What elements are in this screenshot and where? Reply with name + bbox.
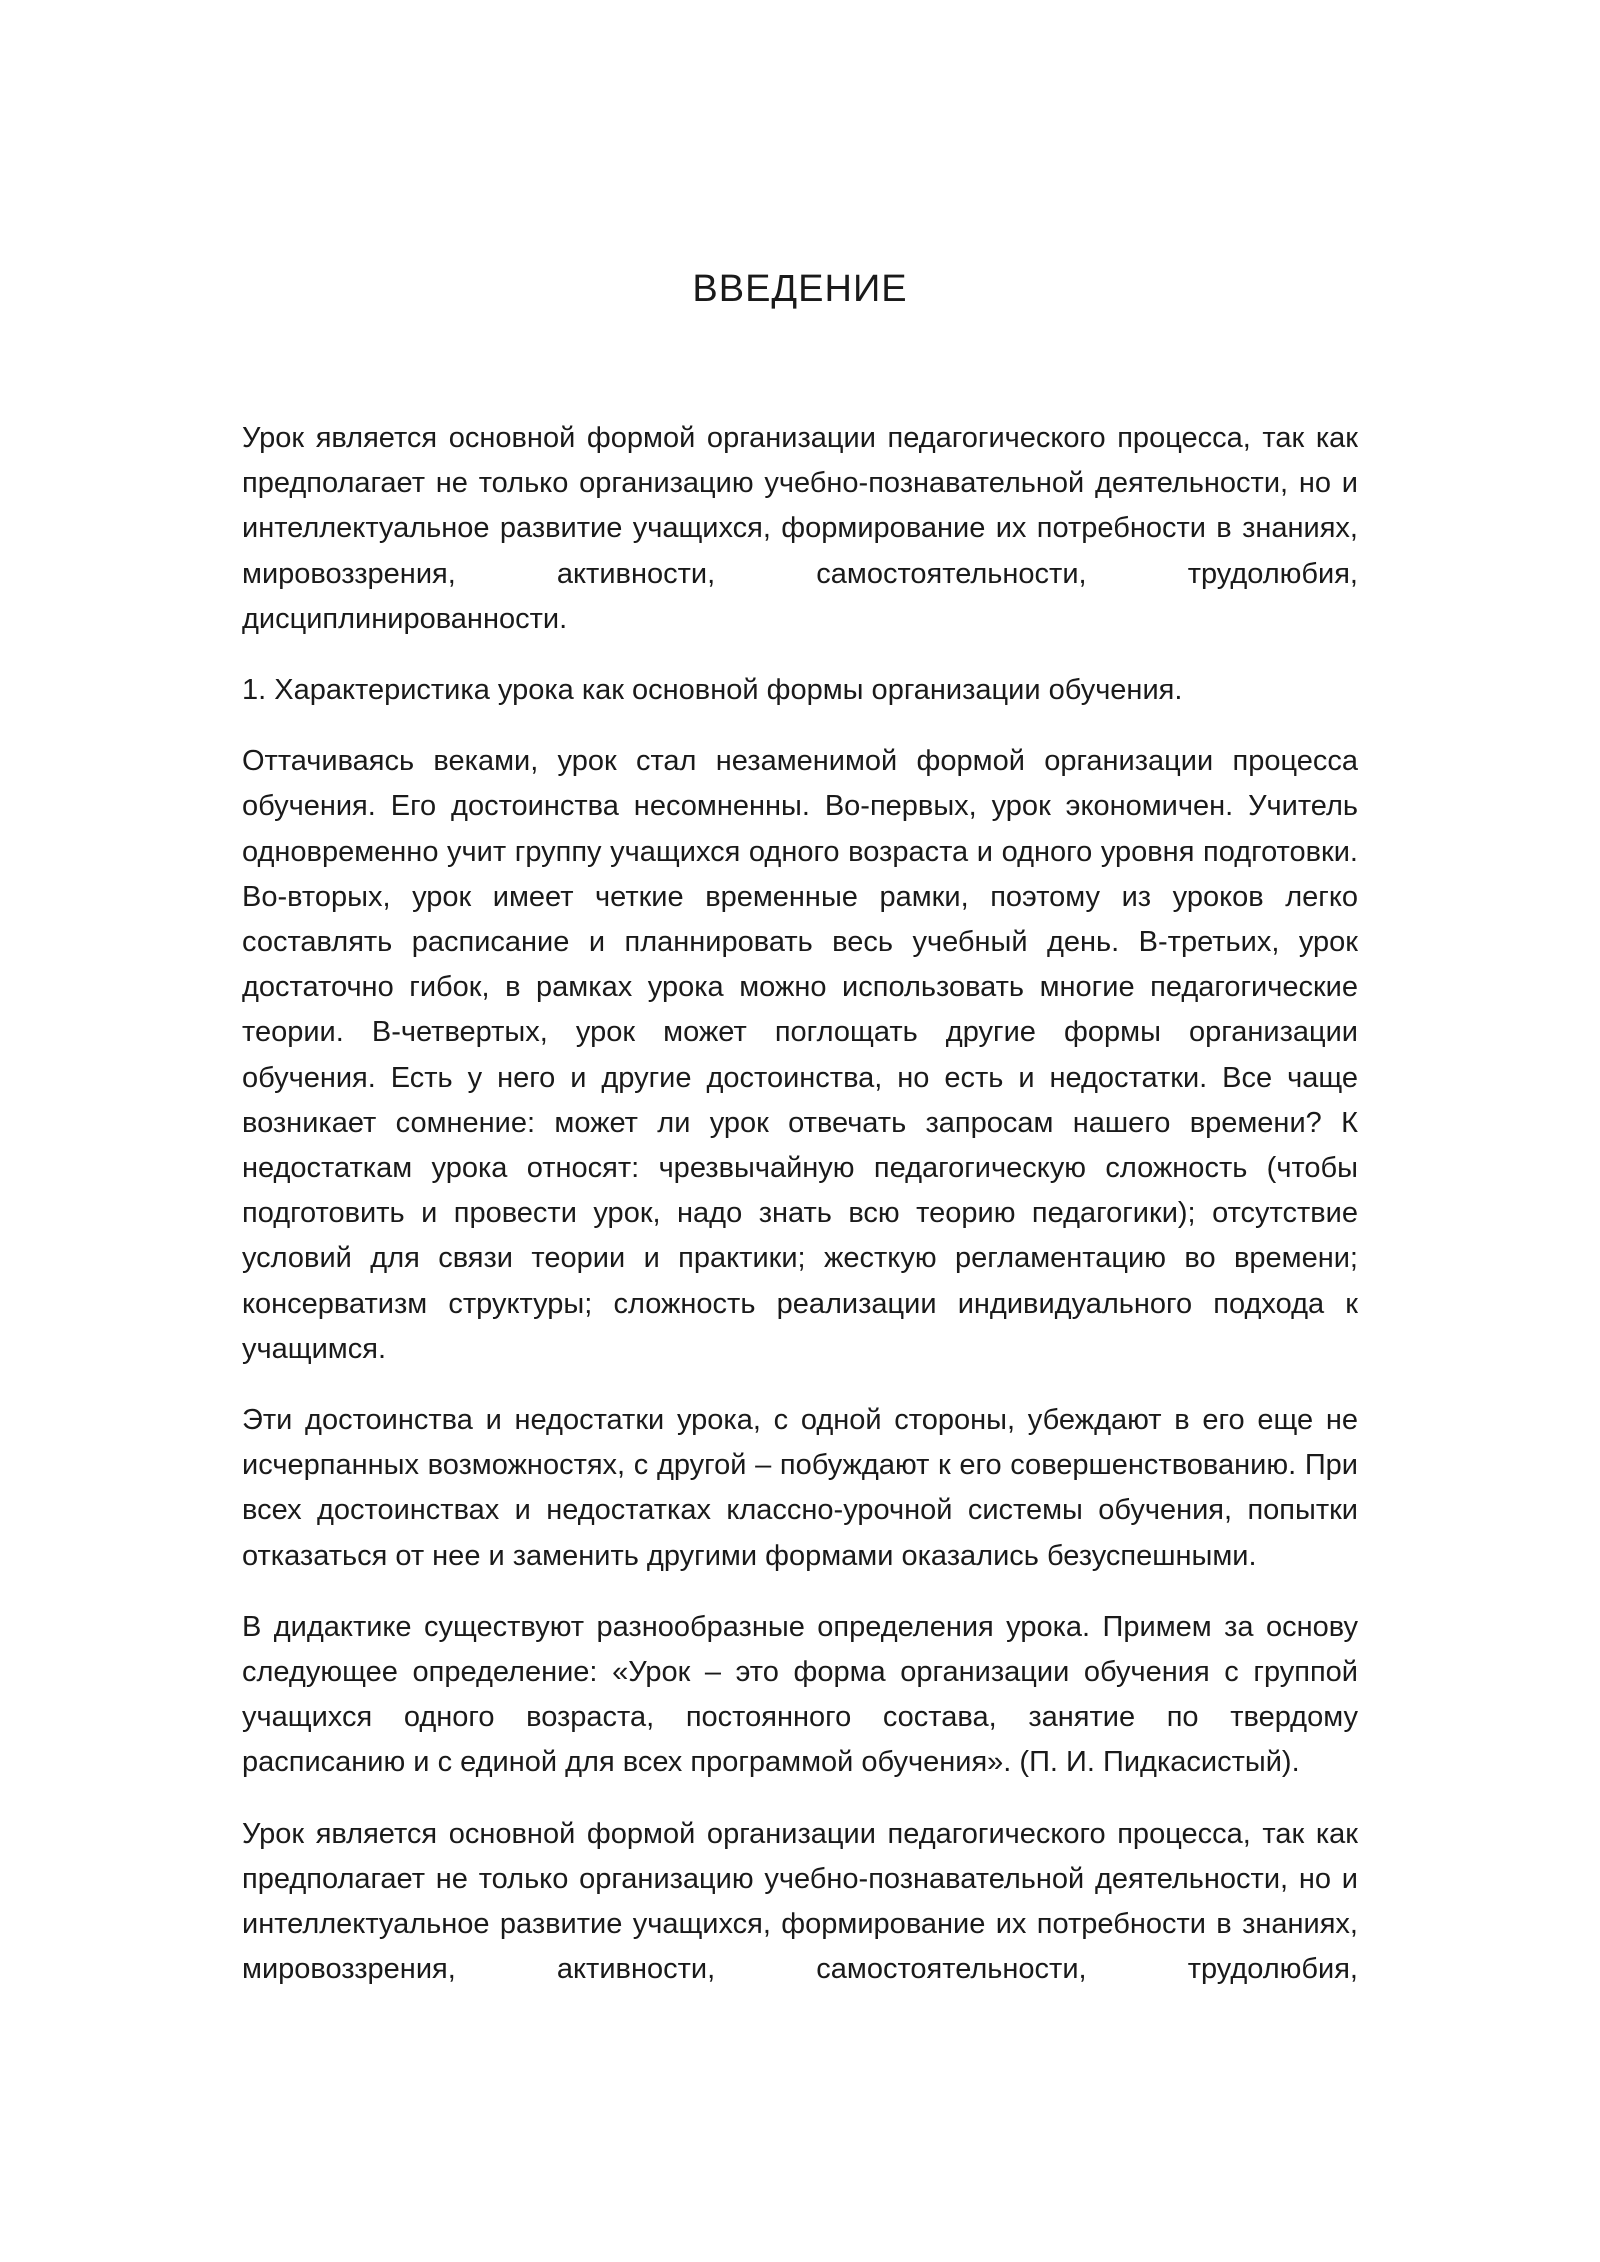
document-title: ВВЕДЕНИЕ bbox=[692, 268, 908, 310]
paragraph-advantages: Оттачиваясь веками, урок стал незаменимой формой организации процесса обучения. Его достоинства несомненны. Во-первых, урок экономичен. Учитель одновременно учит группу учащихся одного возраста и одного уровня подготовки. Во-вторых, урок имеет четкие временные рамки, поэтому из уроков легко составлять расписание и планнировать весь учебный день. В-третьих, урок достаточно гибок, в рамках урока можно использовать многие педагогические теории. В-четвертых, урок может поглощать другие формы организации обучения. Есть у него и другие достоинства, но есть и недостатки. Все чаще возникает сомнение: может ли урок отвечать запросам нашего времени? К недостаткам урока относят: чрезвычайную педагогическую сложность (чтобы подготовить и провести урок, надо знать всю теорию педагогики); отсутствие условий для связи теории и практики; жесткую регламентацию во времени; консерватизм структуры; сложность реализации индивидуального подхода к учащимся. bbox=[242, 745, 1358, 1365]
paragraph-definition: В дидактике существуют разнообразные определения урока. Примем за основу следующее определение: «Урок – это форма организации обучения с группой учащихся одного возраста, постоянного состава, занятие по твердому расписанию и с единой для всех программой обучения». (П. И. Пидкасистый). bbox=[242, 1610, 1358, 1779]
document-page bbox=[242, 0, 1358, 2262]
paragraph-conclusion: Эти достоинства и недостатки урока, с одной стороны, убеждают в его еще не исчерпанных возможностях, с другой – побуждают к его совершенствованию. При всех достоинствах и недостатках классно-урочной системы обучения, попытки отказаться от нее и заменить другими формами оказались безуспешными. bbox=[242, 1404, 1358, 1572]
section-heading: 1. Характеристика урока как основной формы организации обучения. bbox=[242, 674, 1183, 707]
paragraph-intro: Урок является основной формой организации педагогического процесса, так как предполагает не только организацию учебно-познавательной деятельности, но и интеллектуальное развитие учащихся, формирование их потребности в знаниях, мировоззрения, активности, самостоятельности, трудолюбия, дисциплинированности. bbox=[242, 422, 1358, 635]
document-body bbox=[242, 416, 1358, 2019]
paragraph-repeat: Урок является основной формой организации педагогического процесса, так как предполагает не только организацию учебно-познавательной деятельности, но и интеллектуальное развитие учащихся, формирование их потребности в знаниях, мировоззрения, активности, самостоятельности, трудолюбия, bbox=[242, 1817, 1358, 1986]
